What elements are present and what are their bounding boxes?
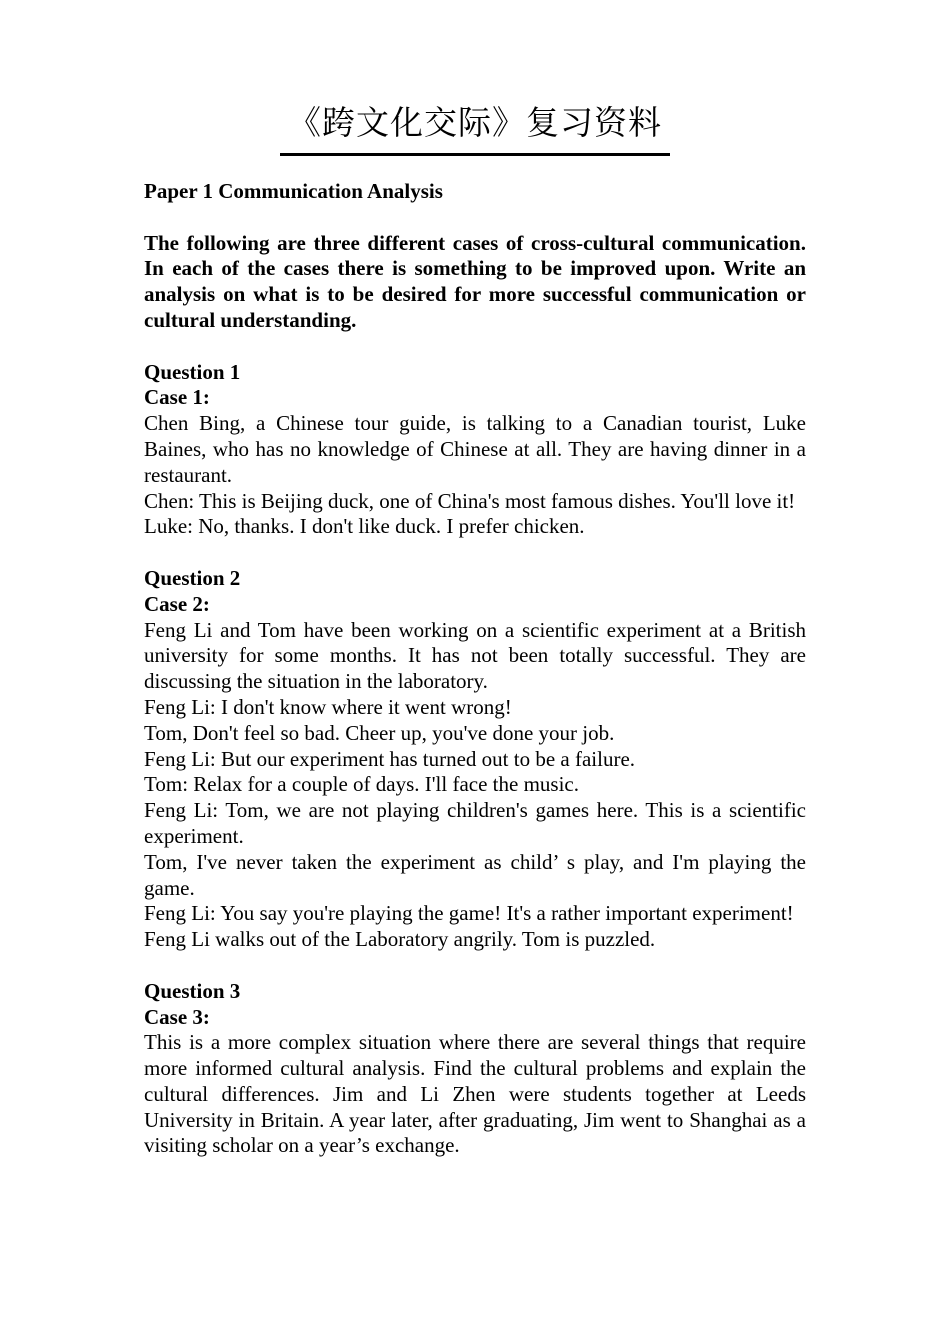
case-line: Tom: Relax for a couple of days. I'll face the music. bbox=[144, 772, 580, 797]
case-label: Case 2: bbox=[144, 591, 210, 616]
question-label: Question 1 bbox=[144, 359, 241, 384]
question-2-section bbox=[144, 566, 806, 953]
spacer bbox=[144, 205, 806, 231]
case-line: Feng Li walks out of the Laboratory angrily. Tom is puzzled. bbox=[144, 927, 656, 952]
paper-heading: Paper 1 Communication Analysis bbox=[144, 179, 443, 203]
question-3-section bbox=[144, 979, 806, 1160]
case-line: Chen Bing, a Chinese tour guide, is talking to a Canadian tourist, Luke Baines, who has no knowledge of Chinese at all. They are having dinner in a restaurant. bbox=[144, 411, 806, 487]
case-line: Tom, I've never taken the experiment as child’ s play, and I'm playing the game. bbox=[144, 849, 806, 900]
case-line: Feng Li: I don't know where it went wrong! bbox=[144, 694, 512, 719]
case-line: Chen: This is Beijing duck, one of China's most famous dishes. You'll love it! bbox=[144, 488, 796, 513]
case-line: Feng Li and Tom have been working on a scientific experiment at a British university for some months. It has not been totally successful. They are discussing the situation in the laboratory. bbox=[144, 617, 806, 694]
document-title: 《跨文化交际》复习资料 bbox=[288, 103, 662, 142]
case-line: Tom, Don't feel so bad. Cheer up, you've done your job. bbox=[144, 720, 615, 745]
case-line: Feng Li: You say you're playing the game! It's a rather important experiment! bbox=[144, 901, 794, 926]
case-line: Feng Li: Tom, we are not playing children's games here. This is a scientific experiment. bbox=[144, 798, 806, 848]
case-label: Case 3: bbox=[144, 1004, 210, 1029]
instructions: The following are three different cases of cross-cultural communication. In each of the cases there is something to be improved upon. Write an analysis on what is to be desired for more successful communication or cultural understanding. bbox=[144, 230, 806, 332]
document-body bbox=[144, 179, 806, 1159]
question-1-section bbox=[144, 360, 806, 541]
case-line: Feng Li: But our experiment has turned out to be a failure. bbox=[144, 746, 636, 771]
case-line: Luke: No, thanks. I don't like duck. I prefer chicken. bbox=[144, 514, 585, 539]
question-label: Question 2 bbox=[144, 565, 241, 590]
question-label: Question 3 bbox=[144, 978, 241, 1003]
spacer bbox=[144, 540, 806, 566]
spacer bbox=[144, 334, 806, 360]
case-label: Case 1: bbox=[144, 385, 210, 410]
case-line: This is a more complex situation where there are several things that require more informed cultural analysis. Find the cultural problems and explain the cultural differences. Jim and Li Zhen were students together at Leeds University in Britain. A year later, after graduating, Jim went to Shanghai as a visiting scholar on a year’s exchange. bbox=[144, 1030, 806, 1158]
spacer bbox=[144, 953, 806, 979]
title-underline bbox=[280, 153, 670, 156]
